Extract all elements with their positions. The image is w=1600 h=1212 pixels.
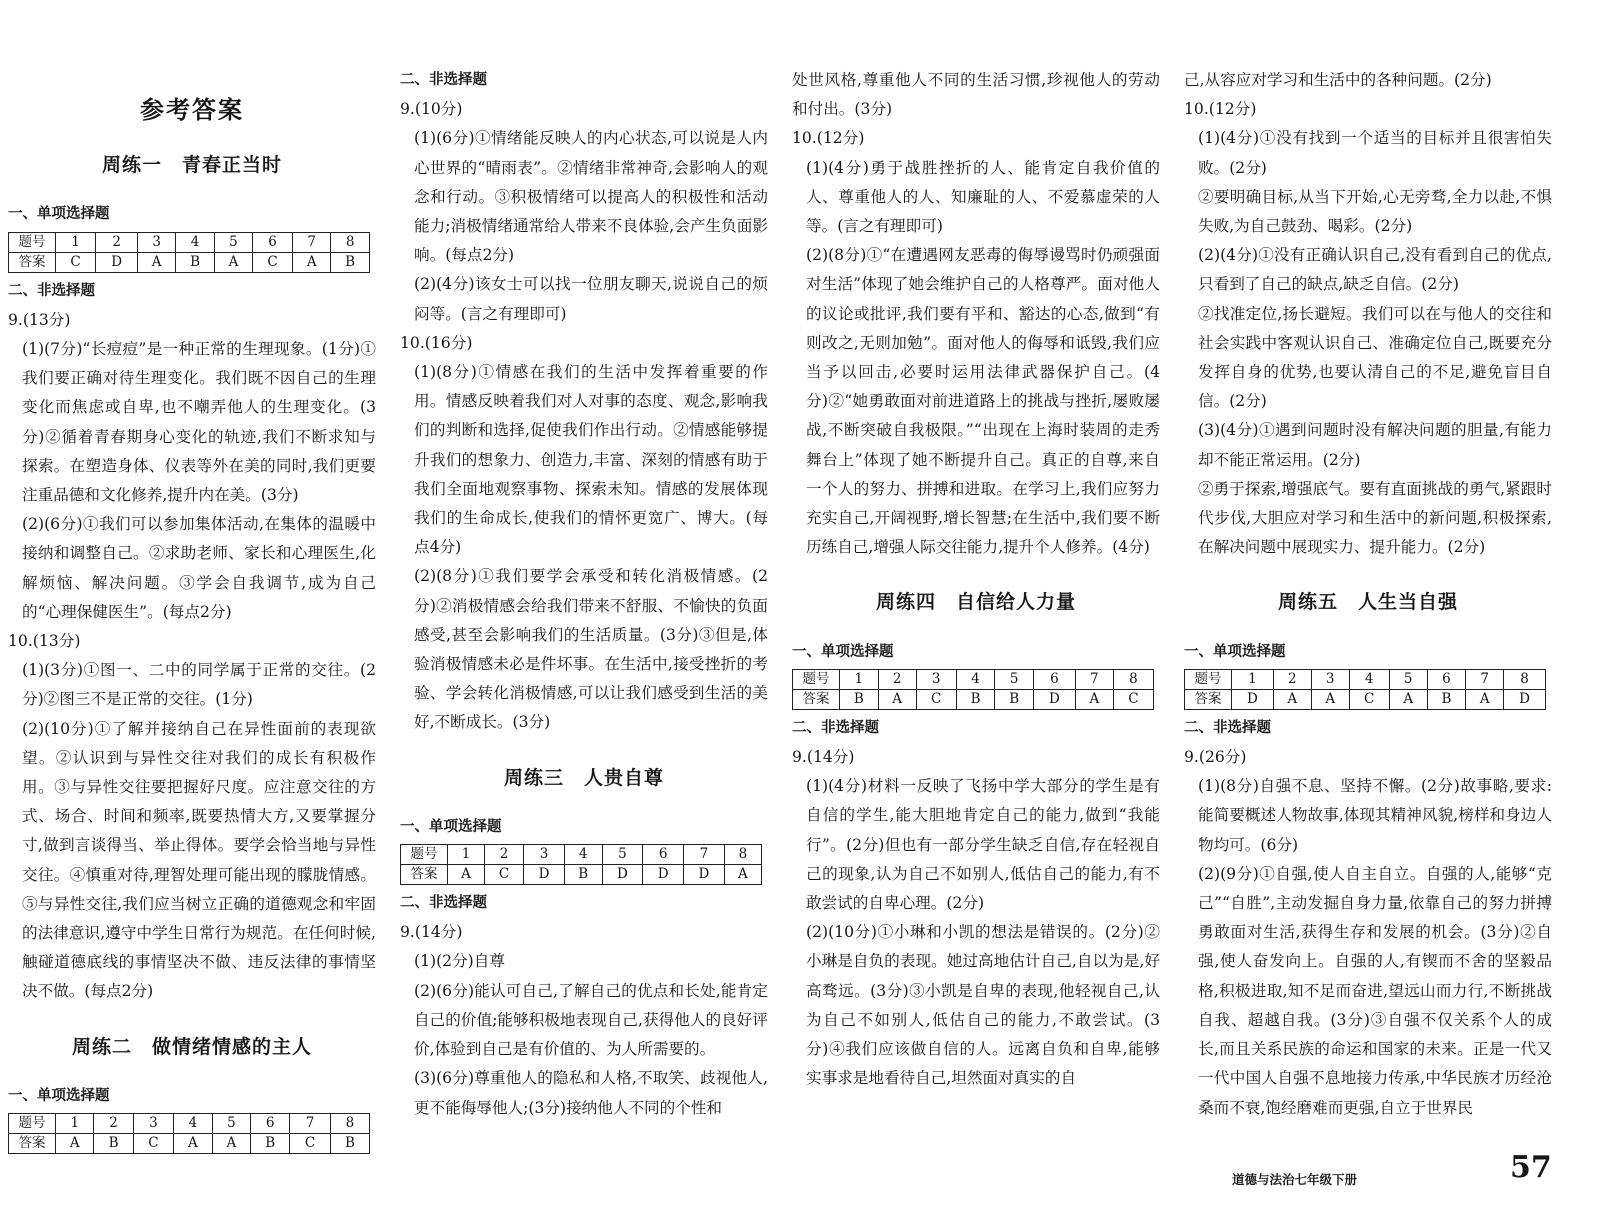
answer-paragraph: (1)(8分)自强不息、坚持不懈。(2分)故事略,要求:能简要概述人物故事,体现其精神风貌,榜样和身边人物均可。(6分) (1198, 777, 1552, 854)
week4-title: 周练四 自信给人力量 (875, 591, 1076, 614)
answer-paragraph: (2)(9分)①自强,使人自主自立。自强的人,能够“克己”“自胜”,主动发掘自身力量,依靠自己的努力拼搏勇敢面对生活,获得生存和发展的机会。(3分)②自强,使人奋发向上。自强的人,有锲而不舍的坚毅品格,积极进取,知不足而奋进,望远山而力行,不断挑战自我、超越自我。(3分)③自强不仅关系个人的成长,而且关系民族的命运和国家的未来。正是一代又一代中国人自强不息地接力传承,中华民族才历经沧桑而不衰,饱经磨难而更强,自立于世界民 (1198, 864, 1552, 1117)
answer-table-week5 (1184, 669, 1546, 710)
table-header: 答案 (9, 1134, 56, 1154)
answer-cell: C (916, 689, 956, 709)
column-1 (8, 66, 376, 1158)
table-header: 答案 (1185, 689, 1232, 709)
answer-cell: D (1504, 689, 1546, 709)
answer-paragraph: (2)(4分)①没有正确认识自己,没有看到自己的优点,只看到了自己的缺点,缺乏自信。(2分) (1198, 246, 1552, 294)
q-num: 2 (96, 232, 138, 252)
q-num: 2 (1273, 669, 1311, 689)
answer-paragraph: ②勇于探索,增强底气。要有直面挑战的勇气,紧跟时代步伐,大胆应对学习和生活中的新问题,积极探索,在解决问题中展现实力、提升能力。(2分) (1198, 479, 1552, 557)
answer-paragraph: 处世风格,尊重他人不同的生活习惯,珍视他人的劳动和付出。(3分) (792, 71, 1160, 119)
table-header: 题号 (401, 845, 448, 865)
answer-table-week3 (400, 844, 762, 885)
answer-cell: D (1232, 689, 1274, 709)
answer-paragraph: (2)(6分)①我们可以参加集体活动,在集体的温暖中接纳和调整自己。②求助老师、家长和心理医生,化解烦恼、解决问题。③学会自我调节,成为自己的“心理保健医生”。(每点2分) (22, 515, 376, 621)
q-num: 6 (252, 232, 292, 252)
q-num: 5 (214, 232, 252, 252)
answer-cell: A (1273, 689, 1311, 709)
question-number: 10.(16分) (400, 333, 473, 352)
answer-cell: A (56, 1134, 94, 1154)
answer-cell: A (724, 865, 761, 885)
answer-cell: D (524, 865, 565, 885)
table-header: 题号 (9, 232, 56, 252)
q-num: 7 (290, 1114, 331, 1134)
q-num: 8 (330, 1114, 369, 1134)
table-row (401, 865, 762, 885)
section-heading: 一、单项选择题 (8, 1087, 110, 1104)
week5-title: 周练五 人生当自强 (1277, 591, 1458, 614)
answer-cell: A (214, 252, 252, 272)
section-heading: 一、单项选择题 (8, 206, 110, 223)
q-num: 6 (1034, 669, 1076, 689)
answer-cell: A (1466, 689, 1504, 709)
q-num: 5 (602, 845, 643, 865)
table-header: 题号 (793, 669, 840, 689)
answer-paragraph: (1)(4分)勇于战胜挫折的人、能肯定自我价值的人、尊重他人的人、知廉耻的人、不爱慕虚荣的人等。(言之有理即可) (806, 158, 1160, 236)
q-num: 4 (176, 232, 215, 252)
answer-paragraph: (2)(4分)该女士可以找一位朋友聊天,说说自己的烦闷等。(言之有理即可) (414, 275, 768, 323)
answer-cell: A (293, 252, 331, 272)
table-row (9, 252, 370, 272)
question-number: 9.(10分) (400, 100, 463, 119)
answer-cell: A (212, 1134, 250, 1154)
answer-table-week1 (8, 232, 370, 273)
question-number: 10.(12分) (792, 129, 865, 148)
answer-paragraph: (2)(10分)①小琳和小凯的想法是错误的。(2分)②小琳是自负的表现。她过高地估计自己,自以为是,好高骛远。(3分)③小凯是自卑的表现,他轻视自己,认为自己不如别人,低估自己的能力,不敢尝试。(3分)④我们应该做自信的人。远离自负和自卑,能够实事求是地看待自己,坦然面对真实的自 (806, 923, 1160, 1088)
q-num: 2 (94, 1114, 133, 1134)
table-row (9, 1114, 370, 1134)
q-num: 5 (1389, 669, 1427, 689)
answer-paragraph: 己,从容应对学习和生活中的各种问题。(2分) (1184, 71, 1492, 89)
table-row (1185, 689, 1546, 709)
q-num: 4 (174, 1114, 212, 1134)
week1-title: 周练一 青春正当时 (101, 154, 282, 177)
table-header: 答案 (401, 865, 448, 885)
answer-cell: C (290, 1134, 331, 1154)
section-heading: 一、单项选择题 (1184, 643, 1286, 660)
answer-paragraph: (1)(6分)①情绪能反映人的内心状态,可以说是人内心世界的“晴雨表”。②情绪非常神奇,会影响人的观念和行动。③积极情绪可以提高人的积极性和活动能力;消极情绪通常给人带来不良体验,会产生负面影响。(每点2分) (414, 129, 768, 265)
answer-cell: B (331, 252, 370, 272)
answer-paragraph: (1)(2分)自尊 (414, 952, 505, 971)
q-num: 1 (840, 669, 879, 689)
q-num: 1 (56, 1114, 94, 1134)
column-2 (400, 66, 768, 1123)
q-num: 6 (1427, 669, 1466, 689)
q-num: 8 (1113, 669, 1153, 689)
answer-paragraph: (2)(8分)①我们要学会承受和转化消极情感。(2分)②消极情感会给我们带来不舒服、不愉快的负面感受,甚至会影响我们的生活质量。(3分)③但是,体验消极情感未必是件坏事。在生活中,接受挫折的考验、学会转化消极情感,可以让我们感受到生活的美好,不断成长。(3分) (414, 567, 768, 732)
section-heading: 二、非选择题 (8, 282, 95, 299)
answer-paragraph: (1)(7分)“长痘痘”是一种正常的生理现象。(1分)①我们要正确对待生理变化。我们既不因自己的生理变化而焦虑或自卑,也不嘲弄他人的生理变化。(3分)②循着青春期身心变化的轨迹,我们不断求知与探索。在塑造身体、仪表等外在美的同时,我们更要注重品德和文化修养,提升内在美。(3分) (22, 340, 376, 505)
answer-paragraph: (3)(6分)尊重他人的隐私和人格,不取笑、歧视他人,更不能侮辱他人;(3分)接纳他人不同的个性和 (414, 1069, 768, 1117)
answer-paragraph: (2)(6分)能认可自己,了解自己的优点和长处,能肯定自己的价值;能够积极地表现自己,获得他人的良好评价,体验到自己是有价值的、为人所需要的。 (414, 981, 768, 1059)
answer-paragraph: (2)(10分)①了解并接纳自己在异性面前的表现欲望。②认识到与异性交往对我们的成长有积极作用。③与异性交往要把握好尺度。应注意交往的方式、场合、时间和频率,既要热情大方,又要掌握分寸,做到言谈得当、举止得体。要学会恰当地与异性交往。④慎重对待,理智处理可能出现的朦胧情感。⑤与异性交往,我们应当树立正确的道德观念和牢固的法律意识,遵守中学生日常行为规范。在任何时候,触碰道德底线的事情坚决不做、违反法律的事情坚决不做。(每点2分) (22, 719, 376, 1001)
q-num: 7 (1075, 669, 1113, 689)
answer-cell: A (174, 1134, 212, 1154)
q-num: 4 (956, 669, 995, 689)
answer-cell: B (1427, 689, 1466, 709)
table-row (793, 689, 1154, 709)
table-row (9, 1134, 370, 1154)
answer-cell: C (1113, 689, 1153, 709)
question-number: 9.(14分) (400, 923, 463, 942)
answer-cell: C (485, 865, 524, 885)
q-num: 6 (251, 1114, 290, 1134)
answer-paragraph: ②找准定位,扬长避短。我们可以在与他人的交往和社会实践中客观认识自己、准确定位自己,既要充分发挥自身的优势,也要认清自己的不足,避免盲目自信。(2分) (1198, 304, 1552, 411)
section-heading: 一、单项选择题 (792, 643, 894, 660)
week2-title: 周练二 做情绪情感的主人 (71, 1035, 312, 1058)
answer-cell: A (878, 689, 916, 709)
answer-cell: B (564, 865, 602, 885)
answer-cell: D (96, 252, 138, 272)
answer-cell: C (133, 1134, 174, 1154)
q-num: 1 (448, 845, 485, 865)
answer-cell: C (1349, 689, 1389, 709)
column-3 (792, 66, 1160, 1094)
answer-cell: A (448, 865, 485, 885)
question-number: 9.(26分) (1184, 748, 1247, 767)
answer-cell: A (1075, 689, 1113, 709)
q-num: 3 (1311, 669, 1349, 689)
answer-table-week4 (792, 669, 1154, 710)
answer-cell: D (602, 865, 643, 885)
answer-paragraph: (1)(3分)①图一、二中的同学属于正常的交往。(2分)②图三不是正常的交往。(1分) (22, 661, 376, 709)
section-heading: 二、非选择题 (400, 72, 487, 88)
table-row (793, 669, 1154, 689)
question-number: 9.(13分) (8, 310, 71, 329)
answer-cell: B (330, 1134, 369, 1154)
answer-cell: B (995, 689, 1034, 709)
answer-cell: A (138, 252, 176, 272)
q-num: 7 (1466, 669, 1504, 689)
q-num: 8 (1504, 669, 1546, 689)
table-row (1185, 669, 1546, 689)
q-num: 8 (724, 845, 761, 865)
table-header: 答案 (793, 689, 840, 709)
section-heading: 二、非选择题 (400, 895, 487, 912)
table-row (9, 232, 370, 252)
answer-cell: B (840, 689, 879, 709)
answer-cell: B (956, 689, 995, 709)
footer-book-title: 道德与法治七年级下册 (1232, 1172, 1358, 1187)
q-num: 5 (212, 1114, 250, 1134)
q-num: 3 (138, 232, 176, 252)
q-num: 5 (995, 669, 1034, 689)
table-header: 题号 (1185, 669, 1232, 689)
answer-cell: A (1389, 689, 1427, 709)
answer-cell: C (252, 252, 292, 272)
answer-cell: B (251, 1134, 290, 1154)
answer-cell: D (684, 865, 725, 885)
answer-paragraph: ②要明确目标,从当下开始,心无旁骛,全力以赴,不惧失败,为自己鼓劲、喝彩。(2分) (1198, 187, 1552, 236)
answer-table-week2 (8, 1113, 370, 1154)
answer-paragraph: (1)(4分)①没有找到一个适当的目标并且很害怕失败。(2分) (1198, 129, 1552, 177)
answer-cell: B (176, 252, 215, 272)
page-number: 57 (1510, 1150, 1552, 1185)
answer-paragraph: (1)(4分)材料一反映了飞扬中学大部分的学生是有自信的学生,能大胆地肯定自己的能力,做到“我能行”。(2分)但也有一部分学生缺乏自信,存在轻视自己的现象,认为自己不如别人,低估自己的能力,有不敢尝试的自卑心理。(2分) (806, 777, 1160, 913)
answer-paragraph: (3)(4分)①遇到问题时没有解决问题的胆量,有能力却不能正常运用。(2分) (1198, 421, 1552, 469)
question-number: 10.(13分) (8, 632, 81, 651)
answer-cell: D (1034, 689, 1076, 709)
q-num: 8 (331, 232, 370, 252)
q-num: 7 (684, 845, 725, 865)
section-heading: 一、单项选择题 (400, 818, 502, 835)
question-number: 9.(14分) (792, 748, 855, 767)
q-num: 3 (524, 845, 565, 865)
page-title: 参考答案 (140, 96, 244, 124)
q-num: 1 (1232, 669, 1274, 689)
table-header: 答案 (9, 252, 56, 272)
q-num: 2 (485, 845, 524, 865)
q-num: 3 (133, 1114, 174, 1134)
question-number: 10.(12分) (1184, 100, 1257, 119)
q-num: 7 (293, 232, 331, 252)
q-num: 3 (916, 669, 956, 689)
q-num: 4 (1349, 669, 1389, 689)
section-heading: 二、非选择题 (792, 719, 879, 736)
column-4 (1184, 66, 1552, 1123)
answer-cell: D (643, 865, 684, 885)
answer-cell: A (1311, 689, 1349, 709)
answer-paragraph: (1)(8分)①情感在我们的生活中发挥着重要的作用。情感反映着我们对人对事的态度、观念,影响我们的判断和选择,促使我们作出行动。②情感能够提升我们的想象力、创造力,丰富、深刻的情感有助于我们全面地观察事物、探索未知。情感的发展体现我们的生命成长,使我们的情怀更宽广、博大。(每点4分) (414, 363, 768, 557)
answer-cell: C (56, 252, 96, 272)
answer-cell: B (94, 1134, 133, 1154)
q-num: 6 (643, 845, 684, 865)
table-row (401, 845, 762, 865)
table-header: 题号 (9, 1114, 56, 1134)
q-num: 2 (878, 669, 916, 689)
answer-paragraph: (2)(8分)①“在遭遇网友恶毒的侮辱谩骂时仍顽强面对生活”体现了她会维护自己的人格尊严。面对他人的议论或批评,我们要有平和、豁达的心态,做到“有则改之,无则加勉”。面对他人的侮辱和诋毁,我们应当予以回击,必要时运用法律武器保护自己。(4分)②“她勇敢面对前进道路上的挑战与挫折,屡败屡战,不断突破自我极限。”“出现在上海时装周的走秀舞台上”体现了她不断提升自己。真正的自尊,来自一个人的努力、拼搏和进取。在学习上,我们应努力充实自己,开阔视野,增长智慧;在生活中,我们要不断历练自己,增强人际交往能力,提升个人修养。(4分) (806, 246, 1160, 557)
section-heading: 二、非选择题 (1184, 719, 1271, 736)
q-num: 1 (56, 232, 96, 252)
q-num: 4 (564, 845, 602, 865)
week3-title: 周练三 人贵自尊 (503, 766, 664, 789)
